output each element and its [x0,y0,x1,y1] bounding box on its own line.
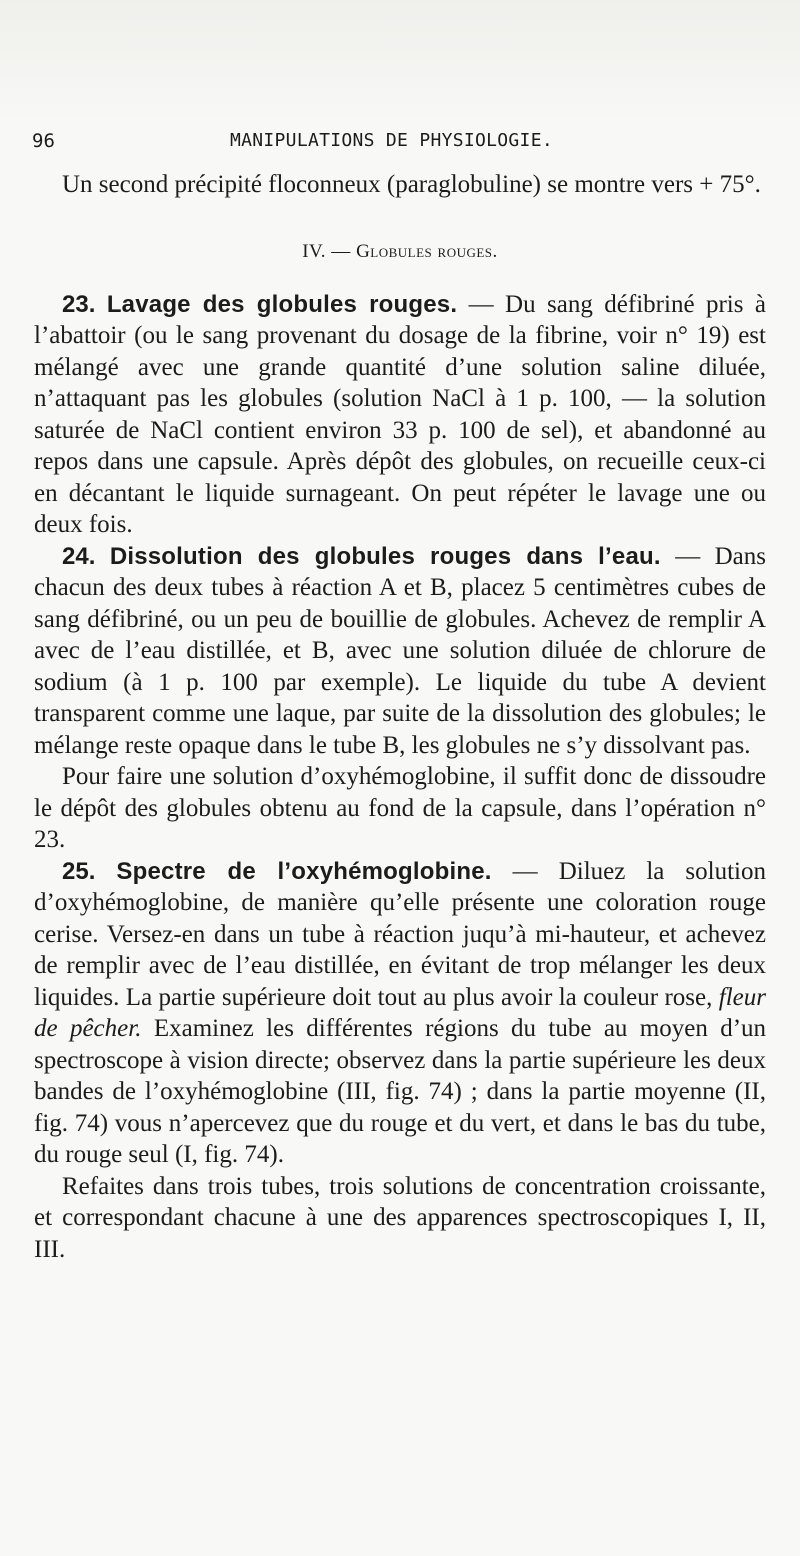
item-title: Dissolution des globules rouges dans l’eau. [109,542,661,570]
running-title: MANIPULATIONS DE PHYSIOLOGIE. [230,130,553,151]
page-number: 96 [32,130,55,152]
item-title: Spectre de l’oxyhémoglobine. [116,857,492,885]
item-text-continued: Examinez les différentes régions du tube au moyen d’un spectroscope à vision directe; observez dans la partie supérieure les deux bandes de l’oxyhémoglobine (III, fig. 74) ; dans la partie moyenne (II, fig. 74) vous n’apercevez que du rouge et du vert, et dans le bas du tube, du rouge seul (I, fig. 74). [34,1015,767,1168]
item-number: 23. [62,290,96,318]
item-text: — Diluez la solution d’oxyhémoglobine, de manière qu’elle présente une coloration rouge cerise. Versez-en dans un tube à réaction juqu’à mi-hauteur, et achevez de remplir avec de l’eau distillée, en évitant de trop mélanger les deux liquides. La partie supérieure doit tout au plus avoir la couleur rose, [34,857,766,1011]
item-number: 25. [62,857,96,885]
item-24 [34,541,766,762]
item-25 [34,856,766,1171]
item-24-paragraph-2: Pour faire une solution d’oxyhémoglobine, il suffit donc de dissoudre le dépôt des globules obtenu au fond de la capsule, dans l’opération n° 23. [34,763,766,853]
section-title: Globules rouges. [356,240,498,262]
section-numeral: IV. — [302,240,351,262]
section-heading [34,241,766,263]
intro-paragraph: Un second précipité floconneux (paraglobuline) se montre vers + 75°. [62,171,761,198]
item-25-paragraph-2: Refaites dans trois tubes, trois solutions de concentration croissante, et correspondant chacune à une des apparences spectroscopiques I, II, III. [34,1172,766,1263]
item-number: 24. [62,542,96,570]
item-text: — Dans chacun des deux tubes à réaction A et B, placez 5 centimètres cubes de sang défibriné, ou un peu de bouillie de globules. Achevez de remplir A avec de l’eau distillée, et B, avec une solution diluée de chlorure de sodium (à 1 p. 100 par exemple). Le liquide du tube A devient transparent comme une laque, par suite de la dissolution des globules; le mélange reste opaque dans le tube B, les globules ne s’y dissolvant pas. [34,542,766,759]
item-23 [34,289,766,541]
item-title: Lavage des globules rouges. [106,290,458,318]
item-italic-phrase: fleur de pêcher. [34,983,766,1042]
page-body [34,169,766,1265]
item-text: — Du sang défibriné pris à l’abattoir (ou le sang provenant du dosage de la fibrine, voir n° 19) est mélangé avec une grande quantité d’une solution saline diluée, n’attaquant pas les globules (solution NaCl à 1 p. 100, — la solution saturée de NaCl contient environ 33 p. 100 de sel), et abandonné au repos dans une capsule. Après dépôt des globules, on recueille ceux-ci en décantant le liquide surnageant. On peut répéter le lavage une ou deux fois. [34,290,766,538]
page-header [32,130,760,158]
